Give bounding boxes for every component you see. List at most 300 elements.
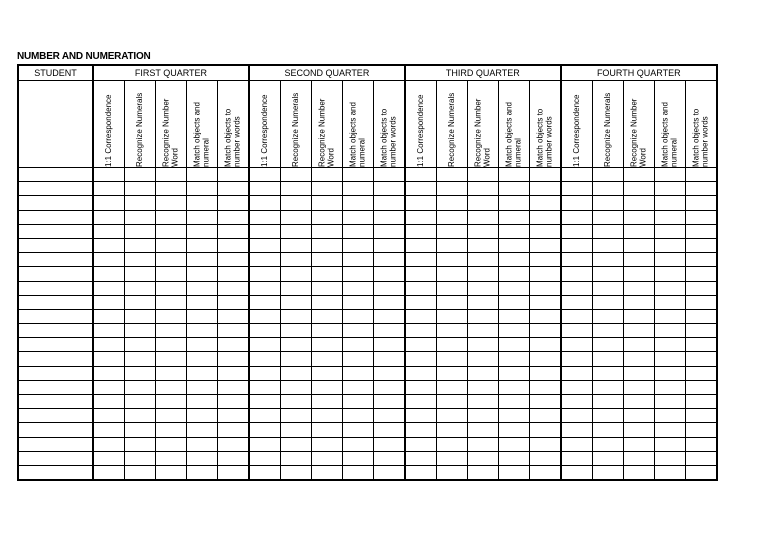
score-cell[interactable] [561,324,592,338]
score-cell[interactable] [155,352,186,366]
score-cell[interactable] [249,380,280,394]
score-cell[interactable] [280,267,311,281]
score-cell[interactable] [436,253,467,267]
score-cell[interactable] [249,224,280,238]
score-cell[interactable] [467,366,498,380]
score-cell[interactable] [654,210,685,224]
score-cell[interactable] [155,324,186,338]
score-cell[interactable] [343,395,374,409]
student-name-cell[interactable] [18,380,93,394]
score-cell[interactable] [592,182,623,196]
score-cell[interactable] [280,451,311,465]
score-cell[interactable] [311,380,342,394]
score-cell[interactable] [343,324,374,338]
score-cell[interactable] [280,238,311,252]
score-cell[interactable] [249,253,280,267]
score-cell[interactable] [467,182,498,196]
score-cell[interactable] [374,196,405,210]
score-cell[interactable] [623,380,654,394]
score-cell[interactable] [124,210,155,224]
score-cell[interactable] [93,267,124,281]
score-cell[interactable] [187,238,218,252]
score-cell[interactable] [343,409,374,423]
score-cell[interactable] [654,324,685,338]
score-cell[interactable] [343,437,374,451]
score-cell[interactable] [280,338,311,352]
score-cell[interactable] [311,253,342,267]
score-cell[interactable] [498,267,529,281]
score-cell[interactable] [93,338,124,352]
score-cell[interactable] [280,395,311,409]
score-cell[interactable] [561,253,592,267]
score-cell[interactable] [592,352,623,366]
score-cell[interactable] [467,281,498,295]
score-cell[interactable] [467,210,498,224]
score-cell[interactable] [187,409,218,423]
score-cell[interactable] [155,380,186,394]
score-cell[interactable] [280,182,311,196]
score-cell[interactable] [93,238,124,252]
score-cell[interactable] [155,238,186,252]
score-cell[interactable] [93,168,124,182]
score-cell[interactable] [374,281,405,295]
score-cell[interactable] [218,451,249,465]
score-cell[interactable] [124,324,155,338]
score-cell[interactable] [218,409,249,423]
score-cell[interactable] [311,309,342,323]
score-cell[interactable] [436,196,467,210]
score-cell[interactable] [374,409,405,423]
score-cell[interactable] [155,281,186,295]
score-cell[interactable] [374,380,405,394]
score-cell[interactable] [249,267,280,281]
score-cell[interactable] [686,168,717,182]
score-cell[interactable] [93,366,124,380]
student-name-cell[interactable] [18,465,93,480]
score-cell[interactable] [498,309,529,323]
student-name-cell[interactable] [18,395,93,409]
score-cell[interactable] [467,253,498,267]
score-cell[interactable] [93,224,124,238]
score-cell[interactable] [280,309,311,323]
score-cell[interactable] [93,309,124,323]
score-cell[interactable] [530,281,561,295]
score-cell[interactable] [311,267,342,281]
score-cell[interactable] [530,352,561,366]
score-cell[interactable] [218,295,249,309]
score-cell[interactable] [343,182,374,196]
score-cell[interactable] [405,423,436,437]
score-cell[interactable] [654,267,685,281]
score-cell[interactable] [374,465,405,480]
score-cell[interactable] [124,196,155,210]
score-cell[interactable] [467,309,498,323]
score-cell[interactable] [498,465,529,480]
score-cell[interactable] [654,380,685,394]
score-cell[interactable] [654,395,685,409]
score-cell[interactable] [530,196,561,210]
score-cell[interactable] [623,281,654,295]
score-cell[interactable] [280,423,311,437]
student-name-cell[interactable] [18,338,93,352]
score-cell[interactable] [311,352,342,366]
score-cell[interactable] [218,253,249,267]
score-cell[interactable] [561,380,592,394]
score-cell[interactable] [93,409,124,423]
score-cell[interactable] [686,437,717,451]
score-cell[interactable] [623,267,654,281]
score-cell[interactable] [374,309,405,323]
score-cell[interactable] [467,196,498,210]
score-cell[interactable] [218,309,249,323]
score-cell[interactable] [623,465,654,480]
score-cell[interactable] [155,338,186,352]
score-cell[interactable] [374,295,405,309]
score-cell[interactable] [467,423,498,437]
score-cell[interactable] [498,437,529,451]
score-cell[interactable] [405,409,436,423]
score-cell[interactable] [467,338,498,352]
score-cell[interactable] [561,423,592,437]
score-cell[interactable] [218,423,249,437]
score-cell[interactable] [467,224,498,238]
score-cell[interactable] [93,423,124,437]
score-cell[interactable] [155,295,186,309]
score-cell[interactable] [592,238,623,252]
score-cell[interactable] [592,380,623,394]
score-cell[interactable] [623,224,654,238]
score-cell[interactable] [561,409,592,423]
score-cell[interactable] [654,423,685,437]
score-cell[interactable] [623,423,654,437]
score-cell[interactable] [93,380,124,394]
score-cell[interactable] [187,281,218,295]
score-cell[interactable] [654,182,685,196]
score-cell[interactable] [561,338,592,352]
score-cell[interactable] [467,437,498,451]
score-cell[interactable] [155,267,186,281]
score-cell[interactable] [218,182,249,196]
score-cell[interactable] [436,380,467,394]
score-cell[interactable] [93,451,124,465]
score-cell[interactable] [311,224,342,238]
score-cell[interactable] [436,295,467,309]
score-cell[interactable] [155,210,186,224]
score-cell[interactable] [530,437,561,451]
score-cell[interactable] [249,295,280,309]
score-cell[interactable] [530,409,561,423]
score-cell[interactable] [623,168,654,182]
score-cell[interactable] [686,423,717,437]
score-cell[interactable] [436,409,467,423]
score-cell[interactable] [592,224,623,238]
score-cell[interactable] [405,267,436,281]
score-cell[interactable] [93,352,124,366]
score-cell[interactable] [280,437,311,451]
score-cell[interactable] [93,324,124,338]
score-cell[interactable] [374,338,405,352]
score-cell[interactable] [187,366,218,380]
score-cell[interactable] [530,238,561,252]
score-cell[interactable] [249,395,280,409]
score-cell[interactable] [155,437,186,451]
score-cell[interactable] [155,451,186,465]
score-cell[interactable] [187,295,218,309]
score-cell[interactable] [654,168,685,182]
score-cell[interactable] [686,465,717,480]
score-cell[interactable] [592,168,623,182]
score-cell[interactable] [187,437,218,451]
score-cell[interactable] [530,309,561,323]
score-cell[interactable] [280,281,311,295]
score-cell[interactable] [218,395,249,409]
score-cell[interactable] [498,451,529,465]
score-cell[interactable] [654,437,685,451]
score-cell[interactable] [686,196,717,210]
score-cell[interactable] [374,210,405,224]
score-cell[interactable] [187,196,218,210]
score-cell[interactable] [405,309,436,323]
score-cell[interactable] [374,395,405,409]
score-cell[interactable] [405,168,436,182]
score-cell[interactable] [405,451,436,465]
score-cell[interactable] [467,380,498,394]
score-cell[interactable] [592,465,623,480]
score-cell[interactable] [187,380,218,394]
score-cell[interactable] [311,437,342,451]
score-cell[interactable] [374,451,405,465]
student-name-cell[interactable] [18,352,93,366]
score-cell[interactable] [436,395,467,409]
score-cell[interactable] [311,465,342,480]
score-cell[interactable] [343,309,374,323]
student-name-cell[interactable] [18,238,93,252]
score-cell[interactable] [654,309,685,323]
score-cell[interactable] [280,210,311,224]
score-cell[interactable] [623,309,654,323]
score-cell[interactable] [249,451,280,465]
score-cell[interactable] [311,423,342,437]
score-cell[interactable] [686,395,717,409]
score-cell[interactable] [249,423,280,437]
score-cell[interactable] [218,267,249,281]
score-cell[interactable] [155,409,186,423]
score-cell[interactable] [654,238,685,252]
score-cell[interactable] [218,437,249,451]
score-cell[interactable] [374,366,405,380]
score-cell[interactable] [561,451,592,465]
score-cell[interactable] [467,352,498,366]
score-cell[interactable] [280,352,311,366]
score-cell[interactable] [249,210,280,224]
score-cell[interactable] [498,366,529,380]
score-cell[interactable] [93,465,124,480]
student-name-cell[interactable] [18,224,93,238]
score-cell[interactable] [249,465,280,480]
score-cell[interactable] [124,437,155,451]
score-cell[interactable] [530,182,561,196]
score-cell[interactable] [530,168,561,182]
score-cell[interactable] [467,451,498,465]
score-cell[interactable] [311,168,342,182]
score-cell[interactable] [218,168,249,182]
score-cell[interactable] [436,465,467,480]
score-cell[interactable] [561,352,592,366]
score-cell[interactable] [467,295,498,309]
score-cell[interactable] [187,465,218,480]
student-name-cell[interactable] [18,182,93,196]
score-cell[interactable] [187,309,218,323]
score-cell[interactable] [436,338,467,352]
score-cell[interactable] [280,196,311,210]
score-cell[interactable] [592,437,623,451]
score-cell[interactable] [561,366,592,380]
score-cell[interactable] [311,338,342,352]
score-cell[interactable] [592,295,623,309]
score-cell[interactable] [561,267,592,281]
score-cell[interactable] [218,352,249,366]
score-cell[interactable] [623,352,654,366]
score-cell[interactable] [343,267,374,281]
score-cell[interactable] [498,238,529,252]
score-cell[interactable] [343,451,374,465]
score-cell[interactable] [686,338,717,352]
score-cell[interactable] [592,196,623,210]
student-name-cell[interactable] [18,409,93,423]
score-cell[interactable] [311,295,342,309]
student-name-cell[interactable] [18,309,93,323]
score-cell[interactable] [467,267,498,281]
score-cell[interactable] [155,168,186,182]
score-cell[interactable] [93,295,124,309]
score-cell[interactable] [343,423,374,437]
score-cell[interactable] [124,395,155,409]
score-cell[interactable] [436,168,467,182]
score-cell[interactable] [530,366,561,380]
score-cell[interactable] [405,224,436,238]
score-cell[interactable] [124,281,155,295]
score-cell[interactable] [498,281,529,295]
score-cell[interactable] [280,168,311,182]
score-cell[interactable] [311,196,342,210]
score-cell[interactable] [436,238,467,252]
score-cell[interactable] [436,352,467,366]
score-cell[interactable] [623,253,654,267]
score-cell[interactable] [311,366,342,380]
score-cell[interactable] [187,224,218,238]
score-cell[interactable] [155,196,186,210]
score-cell[interactable] [623,295,654,309]
score-cell[interactable] [218,210,249,224]
score-cell[interactable] [249,182,280,196]
score-cell[interactable] [498,380,529,394]
score-cell[interactable] [280,380,311,394]
score-cell[interactable] [124,238,155,252]
score-cell[interactable] [498,253,529,267]
score-cell[interactable] [124,338,155,352]
score-cell[interactable] [530,295,561,309]
score-cell[interactable] [343,253,374,267]
score-cell[interactable] [343,366,374,380]
student-name-cell[interactable] [18,437,93,451]
score-cell[interactable] [654,196,685,210]
score-cell[interactable] [436,281,467,295]
score-cell[interactable] [374,324,405,338]
score-cell[interactable] [249,238,280,252]
score-cell[interactable] [124,267,155,281]
score-cell[interactable] [561,168,592,182]
score-cell[interactable] [218,281,249,295]
score-cell[interactable] [686,451,717,465]
score-cell[interactable] [343,238,374,252]
score-cell[interactable] [218,196,249,210]
score-cell[interactable] [530,224,561,238]
score-cell[interactable] [93,253,124,267]
score-cell[interactable] [155,182,186,196]
score-cell[interactable] [436,267,467,281]
score-cell[interactable] [124,409,155,423]
score-cell[interactable] [561,281,592,295]
score-cell[interactable] [561,295,592,309]
score-cell[interactable] [654,253,685,267]
score-cell[interactable] [311,182,342,196]
score-cell[interactable] [530,338,561,352]
score-cell[interactable] [124,253,155,267]
score-cell[interactable] [654,295,685,309]
score-cell[interactable] [498,168,529,182]
score-cell[interactable] [218,366,249,380]
score-cell[interactable] [686,366,717,380]
score-cell[interactable] [436,451,467,465]
score-cell[interactable] [654,338,685,352]
score-cell[interactable] [374,238,405,252]
student-name-cell[interactable] [18,295,93,309]
score-cell[interactable] [187,395,218,409]
score-cell[interactable] [561,238,592,252]
score-cell[interactable] [561,465,592,480]
score-cell[interactable] [124,366,155,380]
score-cell[interactable] [280,295,311,309]
score-cell[interactable] [374,168,405,182]
score-cell[interactable] [467,409,498,423]
score-cell[interactable] [374,423,405,437]
score-cell[interactable] [623,409,654,423]
score-cell[interactable] [592,253,623,267]
score-cell[interactable] [311,210,342,224]
score-cell[interactable] [436,210,467,224]
score-cell[interactable] [405,281,436,295]
score-cell[interactable] [93,395,124,409]
score-cell[interactable] [467,324,498,338]
score-cell[interactable] [530,423,561,437]
score-cell[interactable] [280,465,311,480]
score-cell[interactable] [623,238,654,252]
student-name-cell[interactable] [18,366,93,380]
score-cell[interactable] [405,338,436,352]
score-cell[interactable] [686,352,717,366]
score-cell[interactable] [405,324,436,338]
score-cell[interactable] [187,168,218,182]
score-cell[interactable] [592,324,623,338]
score-cell[interactable] [623,196,654,210]
score-cell[interactable] [561,395,592,409]
score-cell[interactable] [124,224,155,238]
score-cell[interactable] [93,210,124,224]
score-cell[interactable] [374,437,405,451]
score-cell[interactable] [249,309,280,323]
score-cell[interactable] [155,366,186,380]
score-cell[interactable] [124,451,155,465]
